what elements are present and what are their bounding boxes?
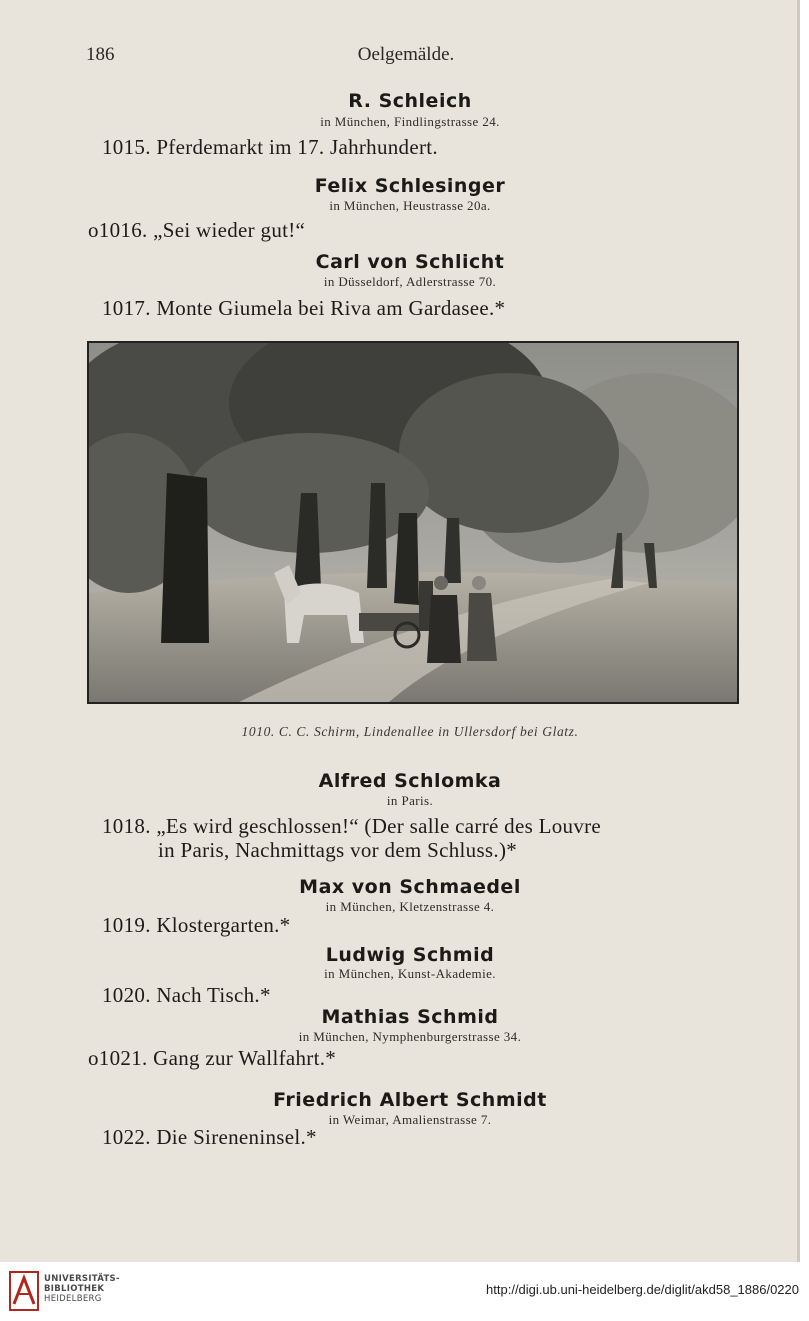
artist-name: R. Schleich xyxy=(348,90,472,112)
section-title: Oelgemälde. xyxy=(357,44,455,65)
entry-number: 1020. xyxy=(102,983,151,1007)
catalog-entry xyxy=(88,1046,336,1071)
catalog-entry xyxy=(102,1125,317,1150)
entry-title: „Es wird geschlossen!“ (Der salle carré des Louvre xyxy=(156,814,602,838)
artist-name: Carl von Schlicht xyxy=(315,251,505,273)
entry-title: „Sei wieder gut!“ xyxy=(153,218,306,242)
entry-number: o1016. xyxy=(88,218,148,242)
catalog-entry xyxy=(88,218,305,243)
university-library-logo-icon[interactable] xyxy=(8,1270,40,1312)
entry-number: o1021. xyxy=(88,1046,148,1070)
entry-title: Pferdemarkt im 17. Jahrhundert. xyxy=(156,135,438,159)
artist-name: Friedrich Albert Schmidt xyxy=(273,1089,547,1111)
catalog-entry xyxy=(102,913,290,938)
logo-line: HEIDELBERG xyxy=(44,1294,102,1304)
artist-name: Alfred Schlomka xyxy=(318,770,502,792)
artist-name: Max von Schmaedel xyxy=(299,876,521,898)
artist-address: in München, Nymphenburgerstrasse 34. xyxy=(298,1029,522,1044)
running-head xyxy=(86,44,726,70)
library-logo-text xyxy=(44,1274,120,1304)
logo-line: UNIVERSITÄTS- xyxy=(44,1274,120,1284)
artist-address: in München, Heustrasse 20a. xyxy=(329,198,491,213)
illustration-plate xyxy=(87,341,739,704)
artist-address: in Paris. xyxy=(386,793,434,808)
entry-title: Die Sireneninsel.* xyxy=(156,1125,317,1149)
entry-number: 1022. xyxy=(102,1125,151,1149)
entry-title: Klostergarten.* xyxy=(156,913,291,937)
entry-number: 1015. xyxy=(102,135,151,159)
artist-address: in München, Findlingstrasse 24. xyxy=(320,114,500,129)
artist-name: Mathias Schmid xyxy=(321,1006,499,1028)
permalink-url[interactable]: http://digi.ub.uni-heidelberg.de/diglit/akd58_1886/0220 xyxy=(486,1282,799,1297)
artist-address: in München, Kletzenstrasse 4. xyxy=(325,899,495,914)
tree-lined-avenue-illustration xyxy=(89,343,737,702)
artist-address: in München, Kunst-Akademie. xyxy=(324,966,496,981)
plate-caption: 1010. C. C. Schirm, Lindenallee in Ullersdorf bei Glatz. xyxy=(241,724,579,739)
artist-name: Ludwig Schmid xyxy=(325,944,495,966)
entry-title: Gang zur Wallfahrt.* xyxy=(153,1046,337,1070)
artist-address: in Düsseldorf, Adlerstrasse 70. xyxy=(323,274,497,289)
entry-title-continuation: in Paris, Nachmittags vor dem Schluss.)* xyxy=(158,838,518,862)
catalog-entry xyxy=(102,983,271,1008)
entry-number: 1018. xyxy=(102,814,151,838)
artist-address: in Weimar, Amalienstrasse 7. xyxy=(328,1112,492,1127)
catalog-entry xyxy=(102,814,601,839)
entry-number: 1017. xyxy=(102,296,151,320)
entry-title: Nach Tisch.* xyxy=(156,983,271,1007)
entry-number: 1019. xyxy=(102,913,151,937)
entry-title: Monte Giumela bei Riva am Gardasee.* xyxy=(156,296,506,320)
catalog-entry xyxy=(102,296,505,321)
viewer-footer xyxy=(0,1262,809,1321)
page-number: 186 xyxy=(86,44,115,65)
logo-line: BIBLIOTHEK xyxy=(44,1284,105,1294)
artist-name: Felix Schlesinger xyxy=(314,175,506,197)
catalog-entry xyxy=(102,135,438,160)
